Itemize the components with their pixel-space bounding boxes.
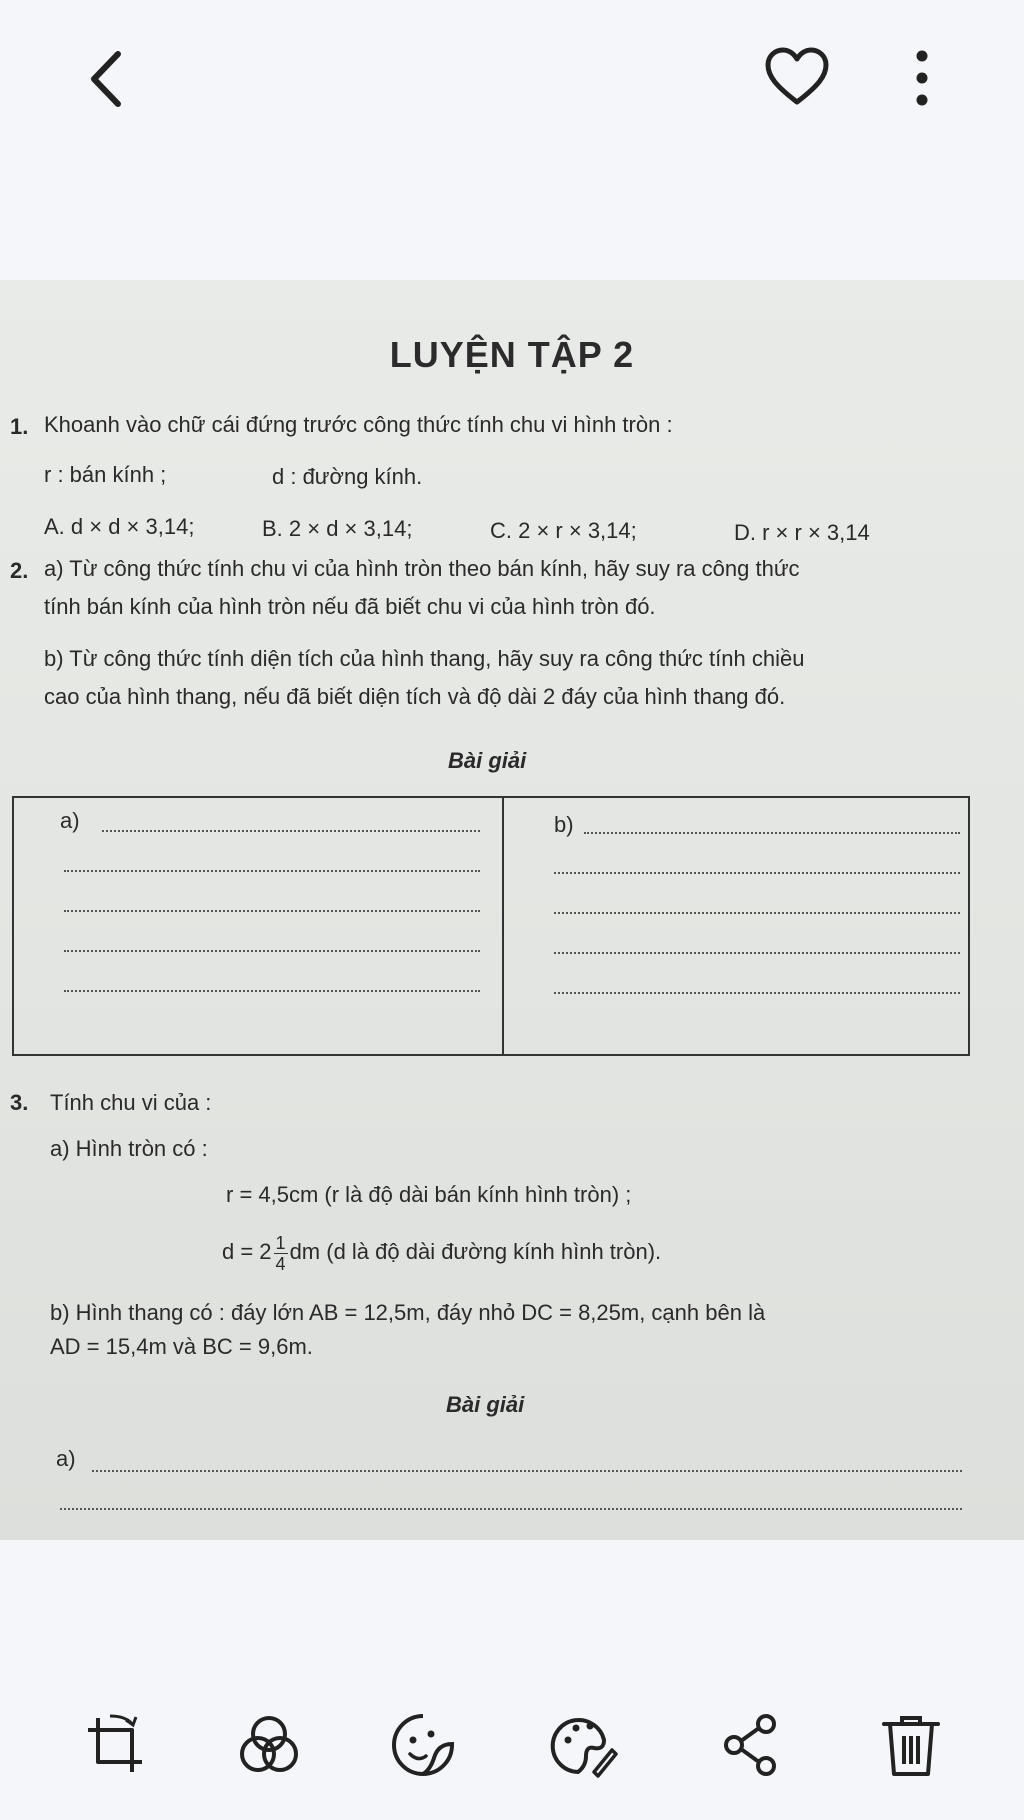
q1-option-a: A. d × d × 3,14; (44, 514, 195, 539)
q3-prompt: Tính chu vi của : (50, 1090, 212, 1115)
answer-line (64, 910, 480, 912)
q3-solution-heading: Bài giải (446, 1392, 525, 1417)
q3-d-prefix: d = 2 (222, 1239, 272, 1264)
sticker-icon[interactable] (388, 1710, 458, 1780)
q2-number: 2. (10, 558, 29, 583)
q1-option-d: D. r × r × 3,14 (734, 520, 870, 545)
q3-d-line (222, 1222, 661, 1282)
q2-answer-box (12, 796, 970, 1056)
q1-def-d: d : đường kính. (272, 464, 423, 489)
answer-line (64, 870, 480, 872)
q1-prompt: Khoanh vào chữ cái đứng trước công thức tính chu vi hình tròn : (44, 412, 673, 437)
answer-line (554, 912, 960, 914)
chevron-left-icon[interactable] (80, 44, 136, 114)
q3-part-b-line2: AD = 15,4m và BC = 9,6m. (50, 1334, 313, 1359)
q1-option-b: B. 2 × d × 3,14; (262, 516, 413, 541)
workbook-page (0, 280, 1024, 1540)
share-icon[interactable] (716, 1710, 786, 1780)
q2-part-a-line1: a) Từ công thức tính chu vi của hình tròn theo bán kính, hãy suy ra công thức (44, 556, 800, 581)
q3-r-line: r = 4,5cm (r là độ dài bán kính hình tròn) ; (226, 1182, 632, 1207)
page-title: LUYỆN TẬP 2 (389, 334, 635, 375)
answer-box-divider (502, 798, 504, 1054)
bottom-toolbar (0, 1700, 1024, 1820)
answer-line (64, 990, 480, 992)
mixed-fraction (274, 1233, 288, 1274)
delete-icon[interactable] (876, 1710, 946, 1780)
answer-line (64, 950, 480, 952)
answer-line (102, 830, 480, 832)
q2-solution-heading: Bài giải (448, 748, 527, 773)
q3-part-b-line1: b) Hình thang có : đáy lớn AB = 12,5m, đáy nhỏ DC = 8,25m, cạnh bên là (50, 1300, 766, 1325)
q2-box-a-label: a) (60, 808, 80, 833)
top-app-bar (0, 0, 1024, 160)
answer-line (554, 952, 960, 954)
filter-icon[interactable] (234, 1710, 304, 1780)
q1-number: 1. (10, 414, 29, 439)
answer-line (92, 1470, 962, 1472)
q3-part-a: a) Hình tròn có : (50, 1136, 208, 1161)
q3-answer-a-label: a) (56, 1446, 76, 1471)
q1-def-r: r : bán kính ; (44, 462, 167, 487)
answer-line (554, 992, 960, 994)
heart-icon[interactable] (764, 46, 830, 108)
q3-number: 3. (10, 1090, 29, 1115)
more-vertical-icon[interactable] (902, 44, 942, 114)
q2-box-b-label: b) (554, 812, 574, 837)
q2-part-a-line2: tính bán kính của hình tròn nếu đã biết chu vi của hình tròn đó. (44, 594, 656, 619)
q2-part-b-line2: cao của hình thang, nếu đã biết diện tích và độ dài 2 đáy của hình thang đó. (44, 684, 786, 709)
document-photo (0, 280, 1024, 1540)
draw-palette-icon[interactable] (548, 1710, 618, 1780)
crop-rotate-icon[interactable] (80, 1710, 150, 1780)
answer-line (60, 1508, 962, 1510)
answer-line (584, 832, 960, 834)
answer-line (554, 872, 960, 874)
fraction-numerator: 1 (275, 1232, 286, 1253)
fraction-denominator: 4 (275, 1253, 286, 1274)
q2-part-b-line1: b) Từ công thức tính diện tích của hình thang, hãy suy ra công thức tính chiều (44, 646, 805, 671)
q1-option-c: C. 2 × r × 3,14; (490, 518, 637, 543)
q3-d-suffix: dm (d là độ dài đường kính hình tròn). (289, 1239, 662, 1264)
